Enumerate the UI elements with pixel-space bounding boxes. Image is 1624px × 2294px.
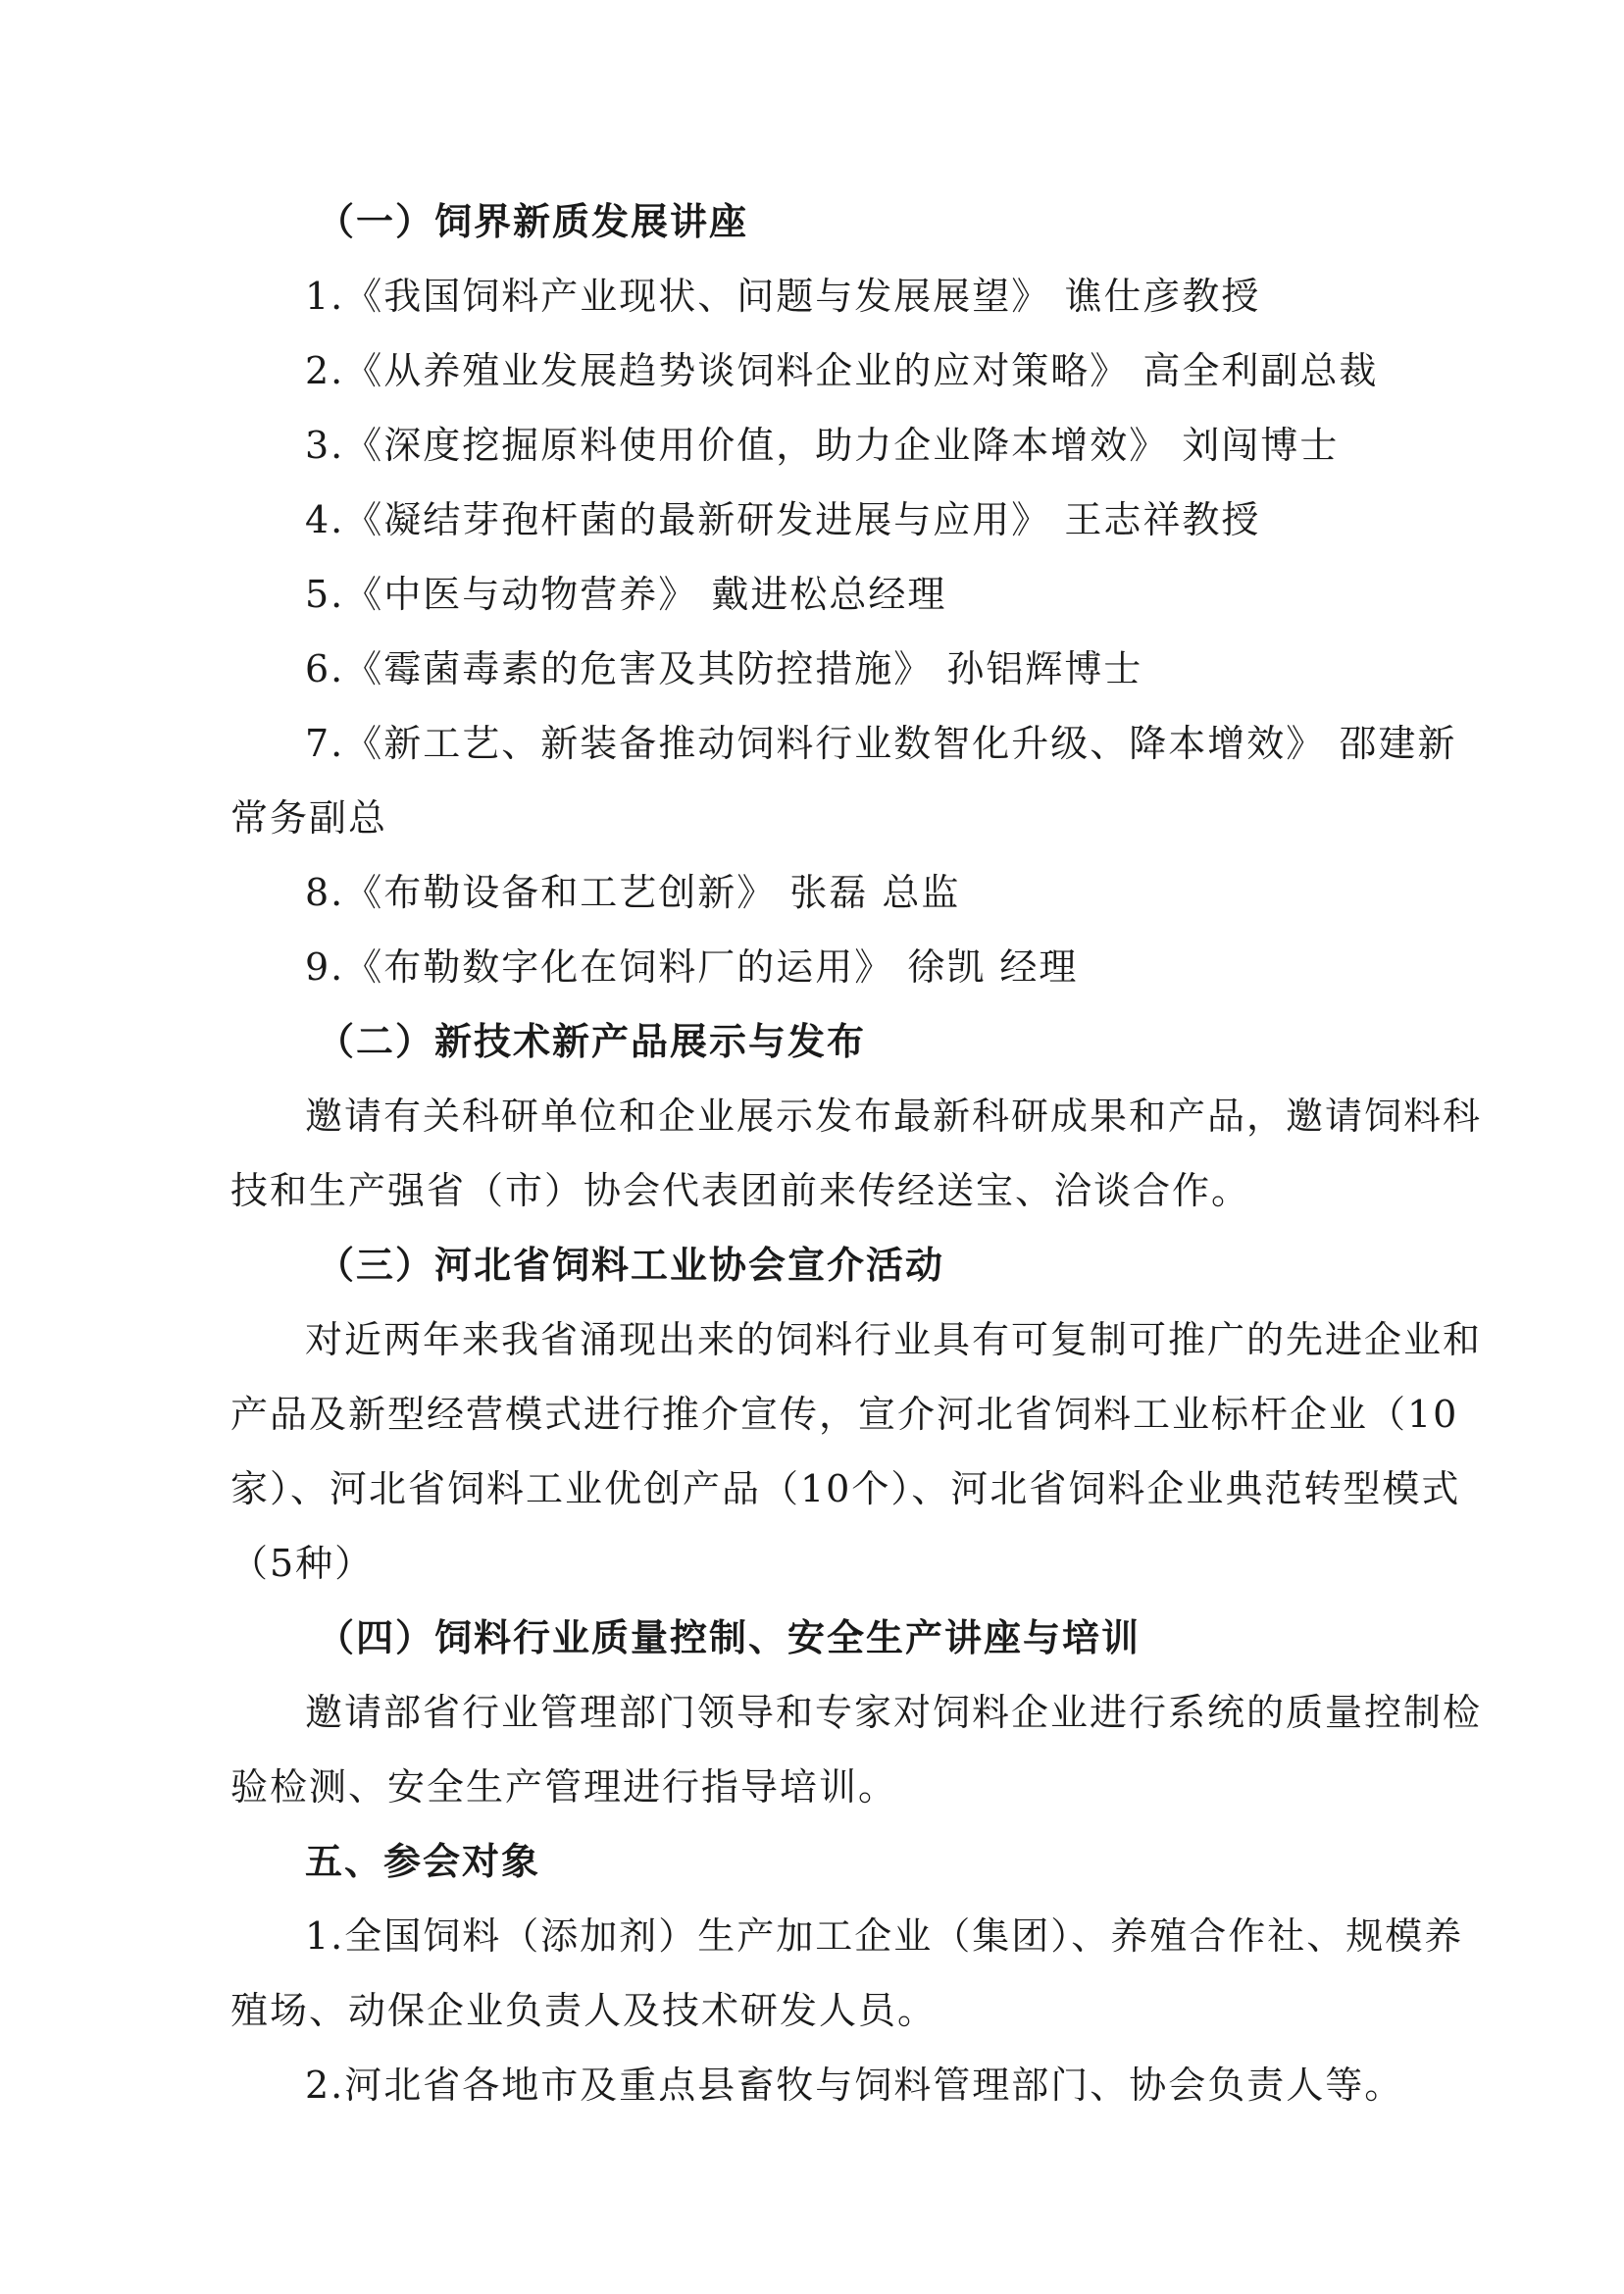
lecture-item-8: 8.《布勒设备和工艺创新》 张磊 总监	[305, 871, 961, 914]
paragraph-line: 邀请部省行业管理部门领导和专家对饲料企业进行系统的质量控制检	[305, 1691, 1483, 1734]
section-heading-lectures: （一）饲界新质发展讲座	[317, 200, 749, 243]
lecture-item-1: 1.《我国饲料产业现状、问题与发展展望》 谯仕彦教授	[305, 275, 1261, 318]
paragraph-line: 邀请有关科研单位和企业展示发布最新科研成果和产品，邀请饲料科	[305, 1095, 1483, 1138]
lecture-item-4: 4.《凝结芽孢杆菌的最新研发进展与应用》 王志祥教授	[305, 498, 1261, 541]
lecture-item-9: 9.《布勒数字化在饲料厂的运用》 徐凯 经理	[305, 945, 1079, 989]
lecture-item-2: 2.《从养殖业发展趋势谈饲料企业的应对策略》 高全利副总裁	[305, 349, 1379, 392]
paragraph-line: 家）、河北省饲料工业优创产品（10个）、河北省饲料企业典范转型模式	[230, 1467, 1461, 1510]
lecture-item-3: 3.《深度挖掘原料使用价值，助力企业降本增效》 刘闯博士	[305, 424, 1340, 467]
section-heading-promotion: （三）河北省饲料工业协会宣介活动	[317, 1244, 945, 1287]
paragraph-line: 对近两年来我省涌现出来的饲料行业具有可复制可推广的先进企业和	[305, 1318, 1483, 1361]
document-page	[230, 184, 1483, 2122]
lecture-item-5: 5.《中医与动物营养》 戴进松总经理	[305, 573, 947, 616]
section-heading-products: （二）新技术新产品展示与发布	[317, 1020, 867, 1063]
paragraph-line: 产品及新型经营模式进行推介宣传，宣介河北省饲料工业标杆企业（10	[230, 1393, 1459, 1436]
lecture-item-6: 6.《霉菌毒素的危害及其防控措施》 孙铝辉博士	[305, 647, 1143, 690]
section-heading-training: （四）饲料行业质量控制、安全生产讲座与培训	[317, 1616, 1142, 1659]
paragraph-line: 2.河北省各地市及重点县畜牧与饲料管理部门、协会负责人等。	[305, 2064, 1404, 2107]
lecture-item-7-continued: 常务副总	[230, 796, 388, 840]
section-heading-attendees: 五、参会对象	[305, 1840, 541, 1883]
paragraph-line: 殖场、动保企业负责人及技术研发人员。	[230, 1989, 938, 2032]
paragraph-line: 1.全国饲料（添加剂）生产加工企业（集团）、养殖合作社、规模养	[305, 1914, 1464, 1958]
paragraph-line: 技和生产强省（市）协会代表团前来传经送宝、洽谈合作。	[230, 1169, 1251, 1212]
lecture-item-7: 7.《新工艺、新装备推动饲料行业数智化升级、降本增效》 邵建新	[305, 722, 1457, 765]
paragraph-line: 验检测、安全生产管理进行指导培训。	[230, 1765, 898, 1809]
paragraph-line: （5种）	[230, 1542, 375, 1585]
